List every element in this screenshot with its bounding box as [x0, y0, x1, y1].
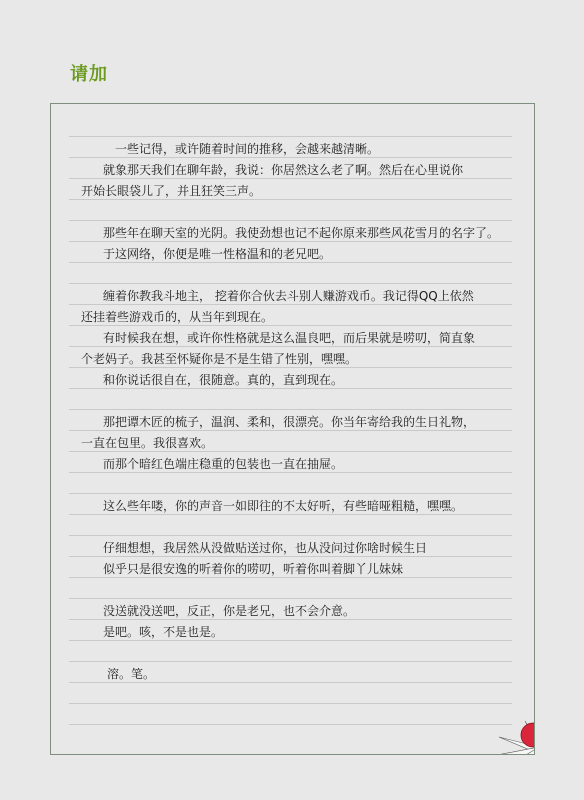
ruled-line: [69, 346, 512, 347]
ruled-line: [69, 556, 512, 557]
ruled-line: [69, 157, 512, 158]
letter-line: 溶。笔。: [107, 667, 156, 681]
ruled-line: [69, 682, 512, 683]
ruled-line: [69, 220, 512, 221]
letter-line: 那把谭木匠的梳子，温润、柔和，很漂亮。你当年寄给我的生日礼物，: [103, 415, 476, 429]
ruled-line: [69, 136, 512, 137]
letter-line: 开始长眼袋儿了，并且狂笑三声。: [81, 184, 262, 198]
ruled-line: [69, 493, 512, 494]
ruled-line: [69, 577, 512, 578]
logo: 请加: [70, 64, 108, 85]
letter-line: 和你说话很自在，很随意。真的，直到现在。: [103, 373, 344, 387]
letter-line: 没送就没送吧，反正，你是老兄，也不会介意。: [103, 604, 356, 618]
ruled-line: [69, 619, 512, 620]
letter-line: 一直在包里。我很喜欢。: [81, 436, 214, 450]
letter-line: 那些年在聊天室的光阴。我使劲想也记不起你原来那些风花雪月的名字了。: [103, 226, 500, 240]
letter-line: 还挂着些游戏币的，从当年到现在。: [81, 310, 274, 324]
ruled-line: [69, 472, 512, 473]
ruled-line: [69, 430, 512, 431]
letter-line: 仔细想想，我居然从没做贴送过你，也从没问过你啥时候生日: [103, 541, 428, 555]
letter-line: 有时候我在想，或许你性格就是这么温良吧，而后果就是唠叨，简直象: [103, 331, 476, 345]
letter-line: 就象那天我们在聊年龄，我说：你居然这么老了啊。然后在心里说你: [103, 163, 464, 177]
ruled-line: [69, 724, 512, 725]
ruled-line: [69, 598, 512, 599]
ruled-line: [69, 535, 512, 536]
flower-illustration: [489, 717, 535, 755]
letter-line: 而那个暗红色端庄稳重的包装也一直在抽屉。: [103, 457, 344, 471]
ruled-line: [69, 262, 512, 263]
ruled-line: [69, 514, 512, 515]
ruled-line: [69, 199, 512, 200]
ruled-line: [69, 367, 512, 368]
ruled-line: [69, 325, 512, 326]
ruled-line: [69, 241, 512, 242]
ruled-line: [69, 661, 512, 662]
ruled-line: [69, 640, 512, 641]
ruled-line: [69, 703, 512, 704]
ruled-line: [69, 178, 512, 179]
letter-line: 这么些年喽，你的声音一如即往的不太好听，有些暗哑粗糙，嘿嘿。: [103, 499, 464, 513]
ruled-line: [69, 451, 512, 452]
letter-line: 一些记得，或许随着时间的推移，会越来越清晰。: [103, 142, 380, 156]
ruled-line: [69, 283, 512, 284]
ruled-line: [69, 388, 512, 389]
letter-paper: [50, 103, 535, 755]
letter-line: 是吧。咳，不是也是。: [103, 625, 224, 639]
letter-line: 于这网络，你便是唯一性格温和的老兄吧。: [103, 247, 332, 261]
ruled-line: [69, 409, 512, 410]
letter-line: 个老妈子。我甚至怀疑你是不是生错了性别，嘿嘿。: [81, 352, 358, 366]
letter-line: 似乎只是很安逸的听着你的唠叨，听着你叫着脚丫儿妹妹: [103, 562, 404, 576]
letter-line: 缠着你教我斗地主， 挖着你合伙去斗别人赚游戏币。我记得QQ上依然: [103, 289, 474, 303]
ruled-line: [69, 304, 512, 305]
ruled-lines: [69, 104, 512, 754]
